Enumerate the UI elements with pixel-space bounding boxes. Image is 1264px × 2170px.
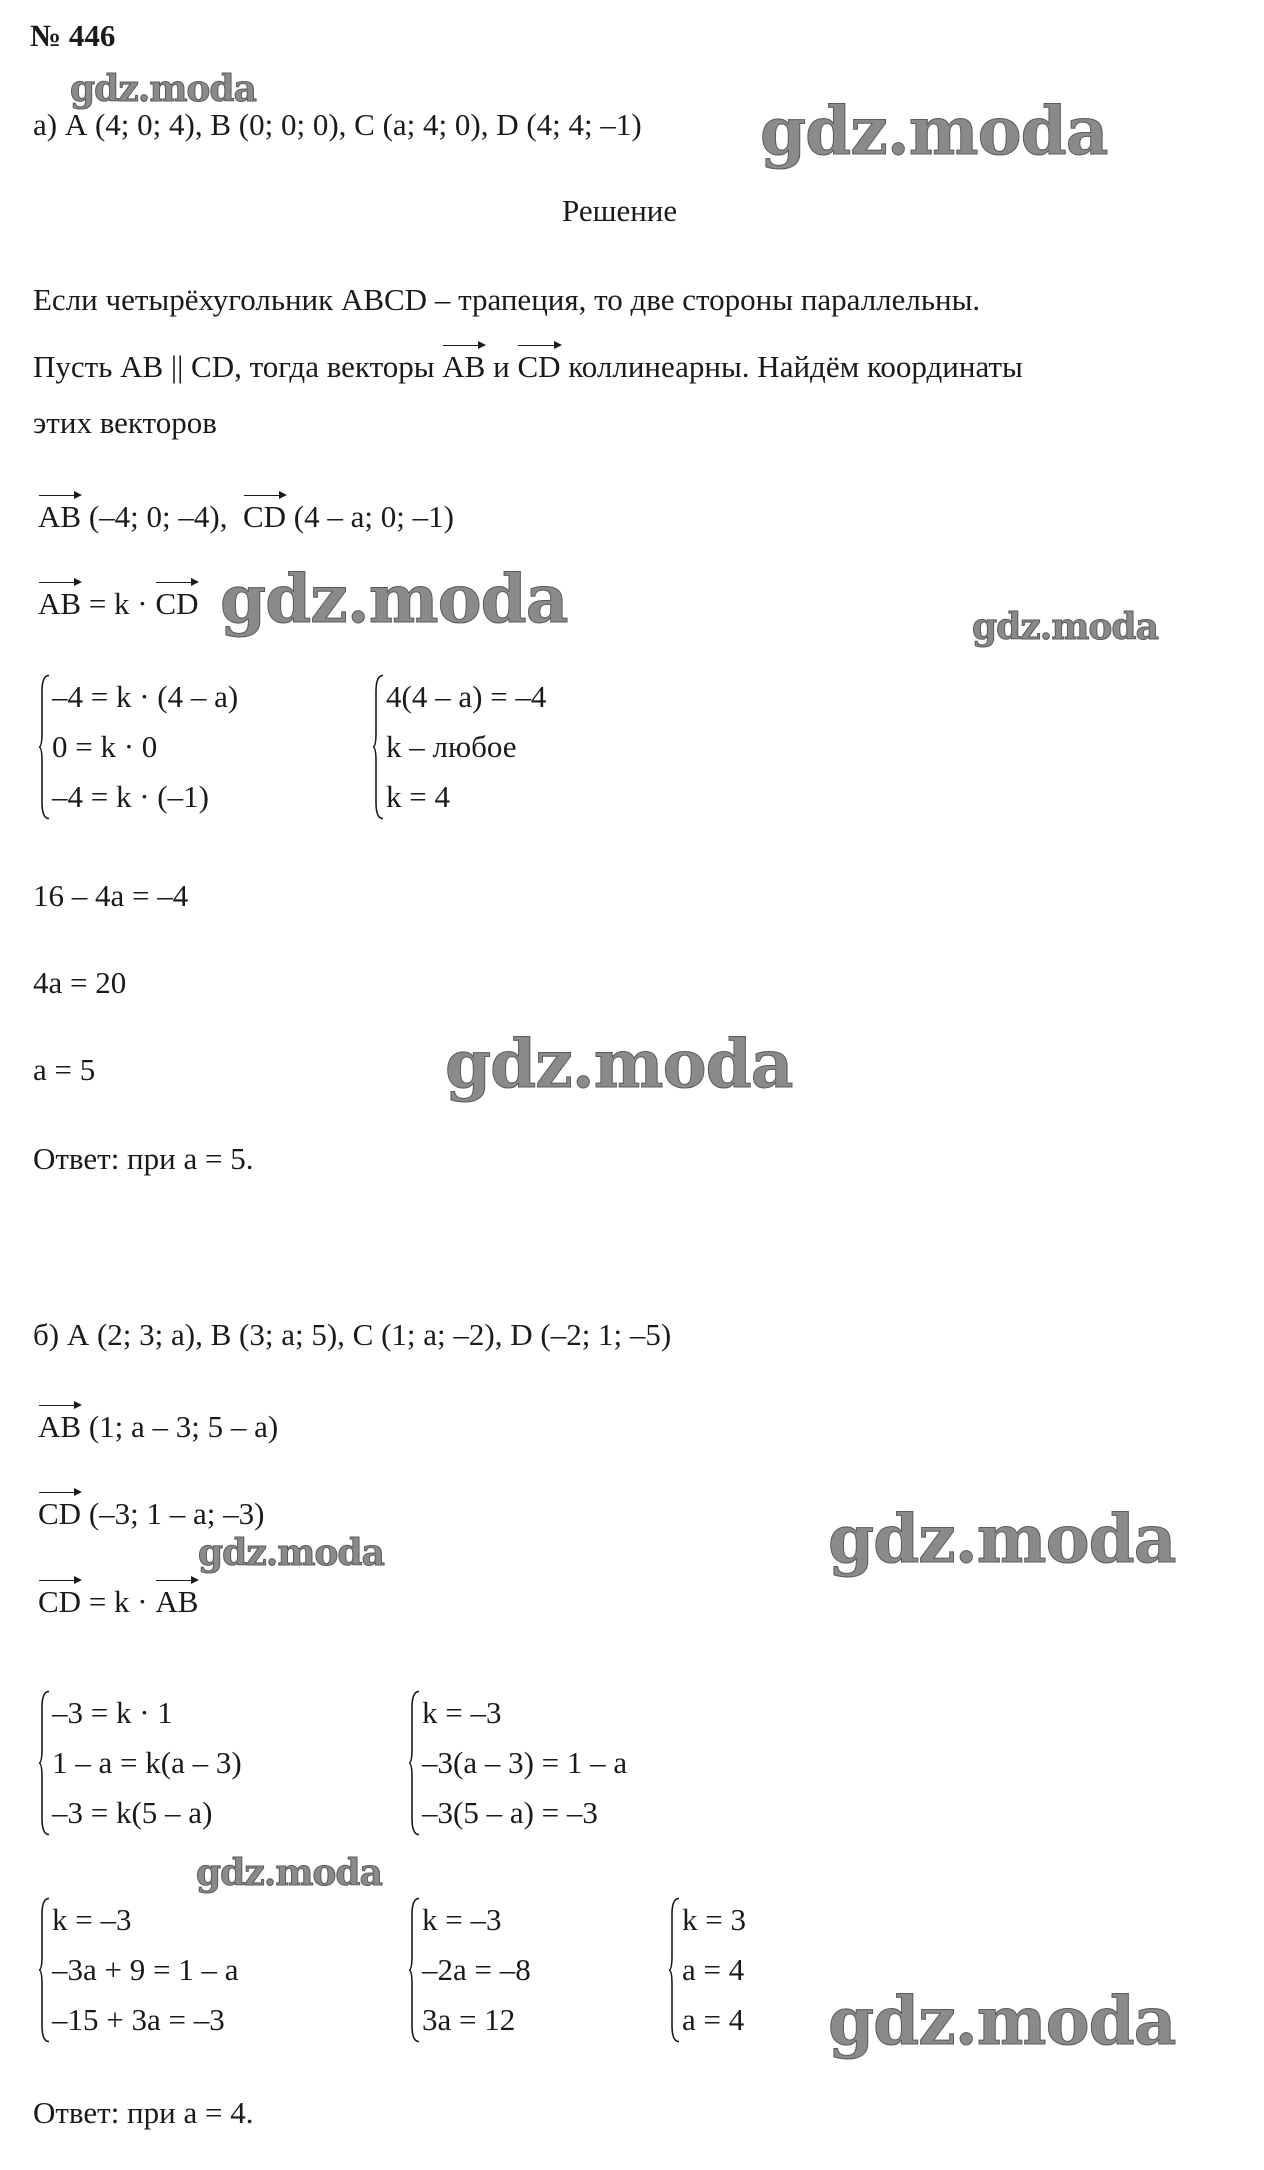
equals-k: = k · <box>88 1584 148 1619</box>
vector-cd: CD <box>243 495 286 535</box>
equation-system <box>408 1688 627 1838</box>
equation: 1 – a = k(a – 3) <box>52 1745 242 1780</box>
watermark: gdz.moda <box>828 1500 1176 1578</box>
problem-number: № 446 <box>30 18 116 53</box>
equation: –4 = k · (–1) <box>52 779 209 814</box>
watermark: gdz.moda <box>972 606 1158 648</box>
solution-heading: Решение <box>562 193 678 228</box>
coords-ab: (–4; 0; –4), <box>88 499 228 534</box>
part-b-given: б) А (2; 3; a), В (3; a; 5), С (1; a; –2), D (–2; 1; –5) <box>33 1317 672 1352</box>
brace-icon <box>38 1897 50 2043</box>
equation: –3a + 9 = 1 – a <box>52 1952 239 1987</box>
coords-ab: (1; a – 3; 5 – a) <box>88 1409 279 1444</box>
brace-icon <box>668 1897 680 2043</box>
vector-ab: AB <box>38 495 81 535</box>
watermark: gdz.moda <box>198 1532 384 1574</box>
vector-coordinates-line <box>38 1405 278 1445</box>
equation: –3 = k · 1 <box>52 1695 173 1730</box>
vector-cd: CD <box>38 1580 81 1620</box>
equation-system <box>372 672 546 822</box>
equation: k = –3 <box>52 1902 132 1937</box>
vector-cd: CD <box>38 1492 81 1532</box>
equation: 4(4 – a) = –4 <box>386 679 547 714</box>
answer-a: Ответ: при a = 5. <box>33 1141 254 1176</box>
brace-icon <box>408 1897 420 2043</box>
answer-b: Ответ: при a = 4. <box>33 2095 254 2130</box>
equation-system <box>38 1895 238 2045</box>
solution-step: 4a = 20 <box>33 965 127 1000</box>
watermark: gdz.moda <box>70 68 256 110</box>
part-a-given: а) А (4; 0; 4), В (0; 0; 0), С (a; 4; 0), D (4; 4; –1) <box>33 107 642 142</box>
vector-ab: AB <box>38 1405 81 1445</box>
vector-cd: CD <box>517 345 560 385</box>
equation: 3a = 12 <box>422 2002 516 2037</box>
paragraph-line: Если четырёхугольник ABCD – трапеция, то две стороны параллельны. <box>33 282 981 317</box>
equation: –15 + 3a = –3 <box>52 2002 225 2037</box>
equation: –2a = –8 <box>422 1952 531 1987</box>
vector-cd: CD <box>155 582 198 622</box>
equation: k = 4 <box>386 779 450 814</box>
paragraph-line <box>33 345 1023 385</box>
watermark: gdz.moda <box>760 92 1108 170</box>
vector-coordinates-line <box>38 495 454 535</box>
coords-cd: (4 – a; 0; –1) <box>293 499 454 534</box>
watermark: gdz.moda <box>828 1982 1176 2060</box>
equation: a = 4 <box>682 2002 745 2037</box>
brace-icon <box>408 1690 420 1836</box>
equation: a = 4 <box>682 1952 745 1987</box>
vector-coordinates-line <box>38 1492 264 1532</box>
equation: k – любое <box>386 729 517 764</box>
watermark: gdz.moda <box>196 1852 382 1894</box>
equation: –3(a – 3) = 1 – a <box>422 1745 628 1780</box>
equation: –3 = k(5 – a) <box>52 1795 213 1830</box>
equals-k: = k · <box>88 586 148 621</box>
brace-icon <box>372 674 384 820</box>
brace-icon <box>38 674 50 820</box>
equation-system <box>38 1688 242 1838</box>
solution-step: a = 5 <box>33 1052 96 1087</box>
collinearity-equation <box>38 582 198 622</box>
equation: 0 = k · 0 <box>52 729 158 764</box>
collinearity-equation <box>38 1580 198 1620</box>
brace-icon <box>38 1690 50 1836</box>
equation: –4 = k · (4 – a) <box>52 679 239 714</box>
equation-system <box>668 1895 746 2045</box>
watermark: gdz.moda <box>445 1025 793 1103</box>
vector-ab: AB <box>155 1580 198 1620</box>
equation: k = –3 <box>422 1695 502 1730</box>
watermark: gdz.moda <box>220 560 568 638</box>
equation: k = –3 <box>422 1902 502 1937</box>
vector-ab: AB <box>442 345 485 385</box>
equation: k = 3 <box>682 1902 746 1937</box>
equation: –3(5 – a) = –3 <box>422 1795 598 1830</box>
vector-ab: AB <box>38 582 81 622</box>
solution-step: 16 – 4a = –4 <box>33 878 189 913</box>
equation-system <box>408 1895 531 2045</box>
text: Пусть AB || CD, тогда векторы <box>33 349 435 384</box>
paragraph-line: этих векторов <box>33 405 217 440</box>
text: и <box>493 349 510 384</box>
coords-cd: (–3; 1 – a; –3) <box>88 1496 265 1531</box>
equation-system <box>38 672 238 822</box>
text: коллинеарны. Найдём координаты <box>568 349 1023 384</box>
